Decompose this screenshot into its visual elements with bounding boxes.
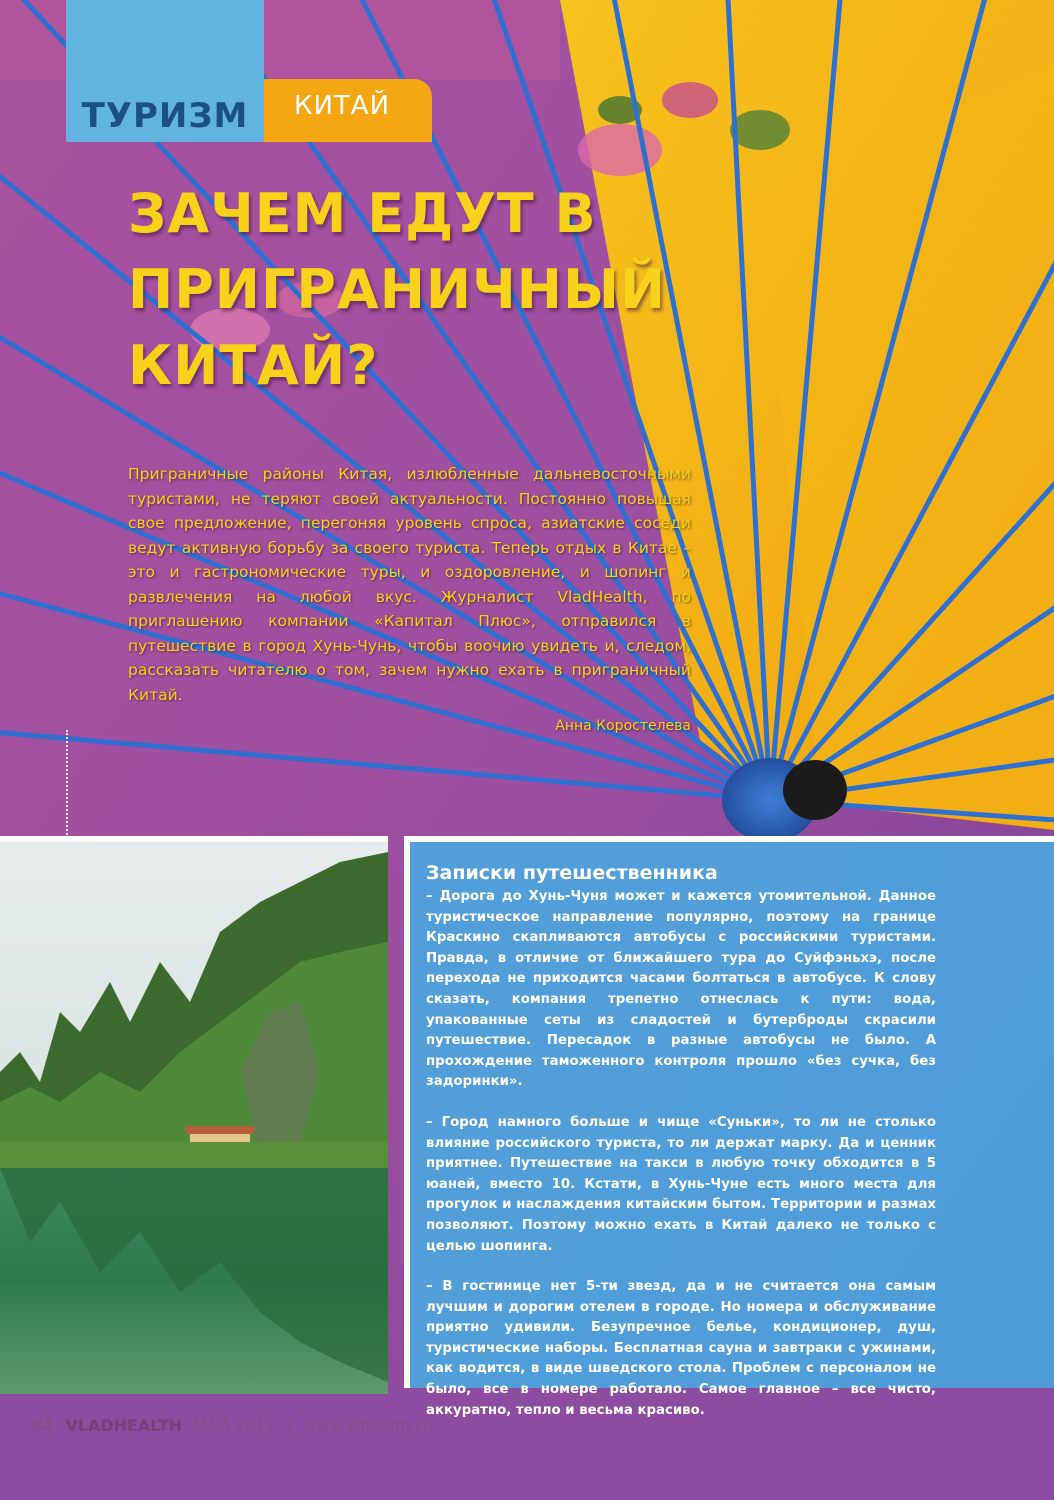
footer-separator: | <box>286 1416 293 1435</box>
subsection-label: КИТАЙ <box>294 91 391 121</box>
notes-paragraph: – В гостинице нет 5-ти звезд, да и не считается она самым лучшим и дорогим отелем в городе. Но номера и обслуживание приятно удивили. Безупречное белье, кондиционер, душ, туристические наборы. Бесплатная сауна и завтраки с ужинами, как водится, в виде шведского стола. Проблем с персоналом не было, все в номере работало. Самое главное – все чисто, аккуратно, тепло и весьма красиво. <box>426 1279 936 1418</box>
website-link[interactable]: www.vlhealth.ru <box>303 1416 433 1435</box>
page-number: 84 <box>32 1416 55 1435</box>
notes-paragraph: – Дорога до Хунь-Чуня может и кажется утомительной. Данное туристическое направление популярно, поэтому на границе Краскино скапливаются автобусы с российскими туристами. Правда, в отличие от ближайшего тура до Суйфэньхэ, после перехода не приходится часами болтаться в автобусе. К слову сказать, компания трепетно отнеслась к пути: вода, упакованные сеты из сладостей и бутерброды скрасили путешествие. Пересадок в разные автобусы не было. А прохождение таможенного контроля прошло «без сучка, без задоринки». <box>426 889 936 1090</box>
headline-line: ЗАЧЕМ ЕДУТ В <box>128 182 597 245</box>
issue-date: МАЙ 2012 <box>193 1416 276 1435</box>
section-tab <box>66 0 264 142</box>
travel-notes-title: Записки путешественника <box>426 862 718 884</box>
landscape-photo <box>0 836 388 1394</box>
section-label: ТУРИЗМ <box>81 96 249 136</box>
magazine-name: VLADHEALTH <box>65 1416 183 1435</box>
headline-line: ПРИГРАНИЧНЫЙ <box>128 258 667 321</box>
subsection-band <box>264 79 432 142</box>
notes-paragraph: – Город намного больше и чище «Суньки», то ли не столько влияние российского туриста, то ли держат марку. Да и ценник приятнее. Путешествие на такси в любую точку обходится в 5 юаней, вместо 10. Кстати, в Хунь-Чуне есть много места для прогулок и наслаждения китайским бытом. Территории и размах позволяют. Поэтому можно ехать в Китай далеко не только с целью шопинга. <box>426 1114 936 1254</box>
page-footer <box>32 1416 433 1442</box>
article-lead: Приграничные районы Китая, излюбленные дальневосточными туристами, не теряют своей актуальности. Постоянно повышая свое предложение, перегоняя уровень спроса, азиатские соседи ведут активную борьбу за своего туриста. Теперь отдых в Китае – это и гастрономические туры, и оздоровление, и шопинг и развлечения на любой вкус. Журналист VladHealth, по приглашению компании «Капитал Плюс», отправился в путешествие в город Хунь-Чунь, чтобы воочию увидеть и, следом, рассказать читателю о том, зачем нужно ехать в приграничный Китай. <box>128 465 691 704</box>
travel-notes-body <box>426 887 936 1441</box>
article-headline <box>128 176 688 404</box>
article-author: Анна Коростелева <box>555 718 691 734</box>
headline-line: КИТАЙ? <box>128 334 379 397</box>
